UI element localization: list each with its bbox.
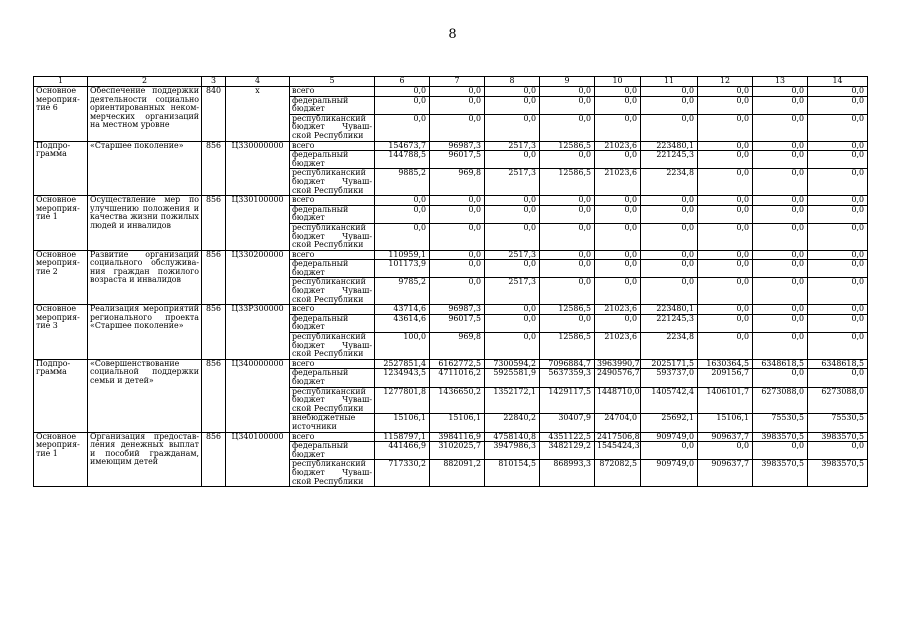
amount-cell: 30407,9 bbox=[540, 414, 595, 432]
funding-source-cell: всего bbox=[290, 250, 375, 260]
grbs-cell: 856 bbox=[202, 432, 226, 487]
classification-code-cell: Ц340100000 bbox=[226, 432, 290, 487]
amount-cell: 0,0 bbox=[595, 260, 641, 278]
grbs-cell: 856 bbox=[202, 250, 226, 305]
column-number: 1 bbox=[34, 77, 88, 87]
amount-cell: 0,0 bbox=[753, 169, 808, 196]
amount-cell: 0,0 bbox=[375, 205, 430, 223]
amount-cell: 101173,9 bbox=[375, 260, 430, 278]
funding-source-cell: всего bbox=[290, 141, 375, 151]
amount-cell: 15106,1 bbox=[375, 414, 430, 432]
funding-source-cell: федеральный бюджет bbox=[290, 205, 375, 223]
amount-cell: 0,0 bbox=[808, 333, 868, 360]
amount-cell: 0,0 bbox=[641, 278, 698, 305]
amount-cell: 0,0 bbox=[698, 442, 753, 460]
amount-cell: 909749,0 bbox=[641, 432, 698, 442]
amount-cell: 9785,2 bbox=[375, 278, 430, 305]
amount-cell: 0,0 bbox=[698, 305, 753, 315]
status-cell: Основное мероприя-тие 1 bbox=[34, 196, 88, 251]
amount-cell: 2234,8 bbox=[641, 333, 698, 360]
amount-cell: 3482129,2 bbox=[540, 442, 595, 460]
amount-cell: 5925581,9 bbox=[485, 369, 540, 387]
amount-cell: 0,0 bbox=[753, 87, 808, 97]
amount-cell: 6348618,5 bbox=[808, 359, 868, 369]
amount-cell: 7300594,2 bbox=[485, 359, 540, 369]
amount-cell: 0,0 bbox=[375, 114, 430, 141]
funding-source-cell: всего bbox=[290, 87, 375, 97]
amount-cell: 209156,7 bbox=[698, 369, 753, 387]
amount-cell: 0,0 bbox=[595, 96, 641, 114]
amount-cell: 969,8 bbox=[430, 333, 485, 360]
amount-cell: 2025171,5 bbox=[641, 359, 698, 369]
column-number: 9 bbox=[540, 77, 595, 87]
amount-cell: 0,0 bbox=[753, 442, 808, 460]
amount-cell: 0,0 bbox=[808, 260, 868, 278]
amount-cell: 2417506,8 bbox=[595, 432, 641, 442]
amount-cell: 0,0 bbox=[698, 114, 753, 141]
amount-cell: 0,0 bbox=[808, 314, 868, 332]
amount-cell: 3984116,9 bbox=[430, 432, 485, 442]
amount-cell: 96017,5 bbox=[430, 151, 485, 169]
amount-cell: 0,0 bbox=[485, 305, 540, 315]
amount-cell: 6273088,0 bbox=[753, 387, 808, 414]
amount-cell: 0,0 bbox=[753, 314, 808, 332]
amount-cell: 1545424,3 bbox=[595, 442, 641, 460]
amount-cell: 22840,2 bbox=[485, 414, 540, 432]
column-number: 14 bbox=[808, 77, 868, 87]
funding-source-cell: всего bbox=[290, 305, 375, 315]
amount-cell: 0,0 bbox=[641, 87, 698, 97]
classification-code-cell: Ц33P300000 bbox=[226, 305, 290, 360]
amount-cell: 1630364,5 bbox=[698, 359, 753, 369]
amount-cell: 1234943,5 bbox=[375, 369, 430, 387]
amount-cell: 0,0 bbox=[485, 87, 540, 97]
amount-cell: 0,0 bbox=[595, 114, 641, 141]
amount-cell: 0,0 bbox=[808, 114, 868, 141]
funding-source-cell: федеральный бюджет bbox=[290, 151, 375, 169]
amount-cell: 21023,6 bbox=[595, 169, 641, 196]
amount-cell: 0,0 bbox=[753, 250, 808, 260]
amount-cell: 0,0 bbox=[641, 223, 698, 250]
amount-cell: 15106,1 bbox=[698, 414, 753, 432]
table-row bbox=[34, 305, 868, 315]
column-number: 7 bbox=[430, 77, 485, 87]
column-number: 6 bbox=[375, 77, 430, 87]
amount-cell: 1277801,8 bbox=[375, 387, 430, 414]
amount-cell: 0,0 bbox=[485, 196, 540, 206]
column-number: 5 bbox=[290, 77, 375, 87]
amount-cell: 0,0 bbox=[485, 333, 540, 360]
amount-cell: 6348618,5 bbox=[753, 359, 808, 369]
amount-cell: 0,0 bbox=[485, 260, 540, 278]
amount-cell: 0,0 bbox=[641, 260, 698, 278]
program-name-cell: Обеспечение поддержки деятельности социально ориентированных неком-мерческих организаций на местном уровне bbox=[88, 87, 202, 142]
amount-cell: 43714,6 bbox=[375, 305, 430, 315]
amount-cell: 0,0 bbox=[595, 250, 641, 260]
amount-cell: 96987,3 bbox=[430, 305, 485, 315]
amount-cell: 0,0 bbox=[540, 250, 595, 260]
amount-cell: 0,0 bbox=[753, 278, 808, 305]
amount-cell: 21023,6 bbox=[595, 333, 641, 360]
amount-cell: 0,0 bbox=[808, 96, 868, 114]
amount-cell: 110959,1 bbox=[375, 250, 430, 260]
program-name-cell: Осуществление мер по улучшению положения и качества жизни пожилых людей и инвалидов bbox=[88, 196, 202, 251]
amount-cell: 1436650,2 bbox=[430, 387, 485, 414]
status-cell: Основное мероприя-тие 2 bbox=[34, 250, 88, 305]
amount-cell: 0,0 bbox=[698, 223, 753, 250]
amount-cell: 0,0 bbox=[808, 87, 868, 97]
amount-cell: 0,0 bbox=[698, 96, 753, 114]
amount-cell: 21023,6 bbox=[595, 141, 641, 151]
funding-source-cell: республиканский бюджет Чуваш-ской Республики bbox=[290, 169, 375, 196]
amount-cell: 0,0 bbox=[485, 151, 540, 169]
grbs-cell: 856 bbox=[202, 305, 226, 360]
amount-cell: 43614,6 bbox=[375, 314, 430, 332]
amount-cell: 21023,6 bbox=[595, 305, 641, 315]
amount-cell: 0,0 bbox=[485, 205, 540, 223]
amount-cell: 0,0 bbox=[698, 205, 753, 223]
amount-cell: 0,0 bbox=[753, 260, 808, 278]
amount-cell: 223480,1 bbox=[641, 141, 698, 151]
amount-cell: 0,0 bbox=[753, 151, 808, 169]
amount-cell: 221245,3 bbox=[641, 151, 698, 169]
column-number: 13 bbox=[753, 77, 808, 87]
funding-source-cell: республиканский бюджет Чуваш-ской Республики bbox=[290, 460, 375, 487]
column-number: 2 bbox=[88, 77, 202, 87]
amount-cell: 3983570,5 bbox=[808, 460, 868, 487]
amount-cell: 0,0 bbox=[698, 87, 753, 97]
amount-cell: 0,0 bbox=[430, 250, 485, 260]
amount-cell: 0,0 bbox=[808, 205, 868, 223]
amount-cell: 0,0 bbox=[540, 151, 595, 169]
status-cell: Подпро-грамма bbox=[34, 141, 88, 196]
amount-cell: 0,0 bbox=[540, 278, 595, 305]
amount-cell: 12586,5 bbox=[540, 141, 595, 151]
grbs-cell: 856 bbox=[202, 141, 226, 196]
amount-cell: 868993,3 bbox=[540, 460, 595, 487]
funding-source-cell: федеральный бюджет bbox=[290, 96, 375, 114]
amount-cell: 0,0 bbox=[698, 314, 753, 332]
funding-source-cell: федеральный бюджет bbox=[290, 442, 375, 460]
amount-cell: 96987,3 bbox=[430, 141, 485, 151]
funding-source-cell: республиканский бюджет Чуваш-ской Республики bbox=[290, 278, 375, 305]
program-name-cell: «Совершенствование социальной поддержки семьи и детей» bbox=[88, 359, 202, 432]
amount-cell: 0,0 bbox=[641, 205, 698, 223]
classification-code-cell: х bbox=[226, 87, 290, 142]
column-number: 8 bbox=[485, 77, 540, 87]
amount-cell: 0,0 bbox=[698, 260, 753, 278]
table-row bbox=[34, 141, 868, 151]
amount-cell: 0,0 bbox=[641, 96, 698, 114]
funding-source-cell: республиканский бюджет Чуваш-ской Республики bbox=[290, 114, 375, 141]
amount-cell: 1448710,0 bbox=[595, 387, 641, 414]
program-name-cell: «Старшее поколение» bbox=[88, 141, 202, 196]
status-cell: Основное мероприя-тие 6 bbox=[34, 87, 88, 142]
amount-cell: 7096884,7 bbox=[540, 359, 595, 369]
amount-cell: 1406101,7 bbox=[698, 387, 753, 414]
amount-cell: 0,0 bbox=[375, 87, 430, 97]
amount-cell: 909637,7 bbox=[698, 460, 753, 487]
amount-cell: 0,0 bbox=[753, 141, 808, 151]
table-row bbox=[34, 87, 868, 97]
amount-cell: 0,0 bbox=[641, 250, 698, 260]
amount-cell: 12586,5 bbox=[540, 305, 595, 315]
amount-cell: 15106,1 bbox=[430, 414, 485, 432]
amount-cell: 0,0 bbox=[641, 114, 698, 141]
amount-cell: 75530,5 bbox=[753, 414, 808, 432]
page-number: 8 bbox=[448, 27, 457, 42]
amount-cell: 3963990,7 bbox=[595, 359, 641, 369]
program-name-cell: Реализация мероприятий регионального проекта «Старшее поколение» bbox=[88, 305, 202, 360]
amount-cell: 154673,7 bbox=[375, 141, 430, 151]
amount-cell: 0,0 bbox=[430, 260, 485, 278]
amount-cell: 1405742,4 bbox=[641, 387, 698, 414]
funding-source-cell: федеральный бюджет bbox=[290, 314, 375, 332]
amount-cell: 909637,7 bbox=[698, 432, 753, 442]
amount-cell: 5637359,3 bbox=[540, 369, 595, 387]
amount-cell: 593737,0 bbox=[641, 369, 698, 387]
amount-cell: 223480,1 bbox=[641, 305, 698, 315]
amount-cell: 0,0 bbox=[540, 87, 595, 97]
amount-cell: 0,0 bbox=[753, 196, 808, 206]
amount-cell: 100,0 bbox=[375, 333, 430, 360]
column-number-row bbox=[34, 77, 868, 87]
column-number: 11 bbox=[641, 77, 698, 87]
amount-cell: 0,0 bbox=[698, 141, 753, 151]
amount-cell: 0,0 bbox=[753, 114, 808, 141]
grbs-cell: 856 bbox=[202, 359, 226, 432]
grbs-cell: 856 bbox=[202, 196, 226, 251]
amount-cell: 0,0 bbox=[808, 223, 868, 250]
funding-source-cell: внебюджетные источники bbox=[290, 414, 375, 432]
amount-cell: 0,0 bbox=[485, 314, 540, 332]
amount-cell: 3947986,3 bbox=[485, 442, 540, 460]
amount-cell: 0,0 bbox=[641, 442, 698, 460]
amount-cell: 6162772,5 bbox=[430, 359, 485, 369]
classification-code-cell: Ц330100000 bbox=[226, 196, 290, 251]
amount-cell: 0,0 bbox=[540, 196, 595, 206]
amount-cell: 2527851,4 bbox=[375, 359, 430, 369]
amount-cell: 2517,3 bbox=[485, 169, 540, 196]
amount-cell: 4758140,8 bbox=[485, 432, 540, 442]
amount-cell: 75530,5 bbox=[808, 414, 868, 432]
funding-source-cell: федеральный бюджет bbox=[290, 260, 375, 278]
amount-cell: 144788,5 bbox=[375, 151, 430, 169]
classification-code-cell: Ц330000000 bbox=[226, 141, 290, 196]
amount-cell: 882091,2 bbox=[430, 460, 485, 487]
amount-cell: 0,0 bbox=[430, 114, 485, 141]
amount-cell: 0,0 bbox=[808, 250, 868, 260]
amount-cell: 2234,8 bbox=[641, 169, 698, 196]
table-row bbox=[34, 196, 868, 206]
amount-cell: 0,0 bbox=[540, 314, 595, 332]
funding-source-cell: республиканский бюджет Чуваш-ской Республики bbox=[290, 333, 375, 360]
amount-cell: 0,0 bbox=[808, 369, 868, 387]
amount-cell: 0,0 bbox=[595, 87, 641, 97]
amount-cell: 9885,2 bbox=[375, 169, 430, 196]
amount-cell: 0,0 bbox=[430, 278, 485, 305]
amount-cell: 0,0 bbox=[808, 305, 868, 315]
amount-cell: 24704,0 bbox=[595, 414, 641, 432]
column-number: 4 bbox=[226, 77, 290, 87]
amount-cell: 0,0 bbox=[808, 141, 868, 151]
amount-cell: 0,0 bbox=[753, 305, 808, 315]
amount-cell: 0,0 bbox=[540, 114, 595, 141]
amount-cell: 0,0 bbox=[595, 151, 641, 169]
amount-cell: 25692,1 bbox=[641, 414, 698, 432]
program-name-cell: Организация предостав-ления денежных выплат и пособий гражданам, имеющим детей bbox=[88, 432, 202, 487]
amount-cell: 0,0 bbox=[753, 96, 808, 114]
column-number: 10 bbox=[595, 77, 641, 87]
amount-cell: 0,0 bbox=[595, 278, 641, 305]
amount-cell: 0,0 bbox=[595, 196, 641, 206]
amount-cell: 4711016,2 bbox=[430, 369, 485, 387]
amount-cell: 0,0 bbox=[753, 333, 808, 360]
amount-cell: 0,0 bbox=[540, 260, 595, 278]
amount-cell: 2490576,7 bbox=[595, 369, 641, 387]
amount-cell: 0,0 bbox=[808, 196, 868, 206]
amount-cell: 0,0 bbox=[485, 96, 540, 114]
amount-cell: 0,0 bbox=[540, 223, 595, 250]
amount-cell: 0,0 bbox=[540, 96, 595, 114]
amount-cell: 3983570,5 bbox=[808, 432, 868, 442]
funding-source-cell: всего bbox=[290, 432, 375, 442]
amount-cell: 0,0 bbox=[753, 205, 808, 223]
amount-cell: 0,0 bbox=[430, 196, 485, 206]
amount-cell: 0,0 bbox=[375, 196, 430, 206]
amount-cell: 0,0 bbox=[808, 442, 868, 460]
column-number: 3 bbox=[202, 77, 226, 87]
amount-cell: 1429117,5 bbox=[540, 387, 595, 414]
classification-code-cell: Ц330200000 bbox=[226, 250, 290, 305]
amount-cell: 12586,5 bbox=[540, 333, 595, 360]
amount-cell: 1352172,1 bbox=[485, 387, 540, 414]
funding-source-cell: республиканский бюджет Чуваш-ской Республики bbox=[290, 387, 375, 414]
amount-cell: 969,8 bbox=[430, 169, 485, 196]
amount-cell: 3102025,7 bbox=[430, 442, 485, 460]
column-number: 12 bbox=[698, 77, 753, 87]
amount-cell: 4351122,5 bbox=[540, 432, 595, 442]
amount-cell: 717330,2 bbox=[375, 460, 430, 487]
amount-cell: 0,0 bbox=[540, 205, 595, 223]
amount-cell: 2517,3 bbox=[485, 278, 540, 305]
funding-source-cell: республиканский бюджет Чуваш-ской Республики bbox=[290, 223, 375, 250]
amount-cell: 3983570,5 bbox=[753, 432, 808, 442]
amount-cell: 0,0 bbox=[808, 169, 868, 196]
amount-cell: 96017,5 bbox=[430, 314, 485, 332]
amount-cell: 0,0 bbox=[698, 196, 753, 206]
amount-cell: 0,0 bbox=[430, 96, 485, 114]
status-cell: Подпро-грамма bbox=[34, 359, 88, 432]
funding-source-cell: всего bbox=[290, 359, 375, 369]
amount-cell: 0,0 bbox=[595, 223, 641, 250]
amount-cell: 1158797,1 bbox=[375, 432, 430, 442]
status-cell: Основное мероприя-тие 1 bbox=[34, 432, 88, 487]
amount-cell: 0,0 bbox=[698, 278, 753, 305]
amount-cell: 0,0 bbox=[641, 196, 698, 206]
amount-cell: 0,0 bbox=[485, 223, 540, 250]
amount-cell: 909749,0 bbox=[641, 460, 698, 487]
table-row bbox=[34, 359, 868, 369]
amount-cell: 0,0 bbox=[698, 151, 753, 169]
table-row bbox=[34, 250, 868, 260]
amount-cell: 3983570,5 bbox=[753, 460, 808, 487]
amount-cell: 2517,3 bbox=[485, 141, 540, 151]
amount-cell: 0,0 bbox=[595, 314, 641, 332]
amount-cell: 872082,5 bbox=[595, 460, 641, 487]
amount-cell: 0,0 bbox=[595, 205, 641, 223]
funding-source-cell: федеральный бюджет bbox=[290, 369, 375, 387]
program-name-cell: Развитие организаций социального обслужива-ния граждан пожилого возраста и инвалидов bbox=[88, 250, 202, 305]
amount-cell: 0,0 bbox=[430, 223, 485, 250]
amount-cell: 0,0 bbox=[375, 96, 430, 114]
amount-cell: 0,0 bbox=[808, 278, 868, 305]
amount-cell: 0,0 bbox=[698, 169, 753, 196]
amount-cell: 0,0 bbox=[698, 250, 753, 260]
amount-cell: 0,0 bbox=[808, 151, 868, 169]
status-cell: Основное мероприя-тие 3 bbox=[34, 305, 88, 360]
amount-cell: 0,0 bbox=[430, 205, 485, 223]
amount-cell: 441466,9 bbox=[375, 442, 430, 460]
amount-cell: 0,0 bbox=[485, 114, 540, 141]
amount-cell: 810154,5 bbox=[485, 460, 540, 487]
amount-cell: 0,0 bbox=[430, 87, 485, 97]
amount-cell: 0,0 bbox=[753, 369, 808, 387]
funding-source-cell: всего bbox=[290, 196, 375, 206]
amount-cell: 221245,3 bbox=[641, 314, 698, 332]
amount-cell: 0,0 bbox=[698, 333, 753, 360]
grbs-cell: 840 bbox=[202, 87, 226, 142]
table-row bbox=[34, 432, 868, 442]
amount-cell: 2517,3 bbox=[485, 250, 540, 260]
amount-cell: 6273088,0 bbox=[808, 387, 868, 414]
classification-code-cell: Ц340000000 bbox=[226, 359, 290, 432]
amount-cell: 0,0 bbox=[753, 223, 808, 250]
budget-table bbox=[33, 76, 868, 487]
amount-cell: 0,0 bbox=[375, 223, 430, 250]
amount-cell: 12586,5 bbox=[540, 169, 595, 196]
